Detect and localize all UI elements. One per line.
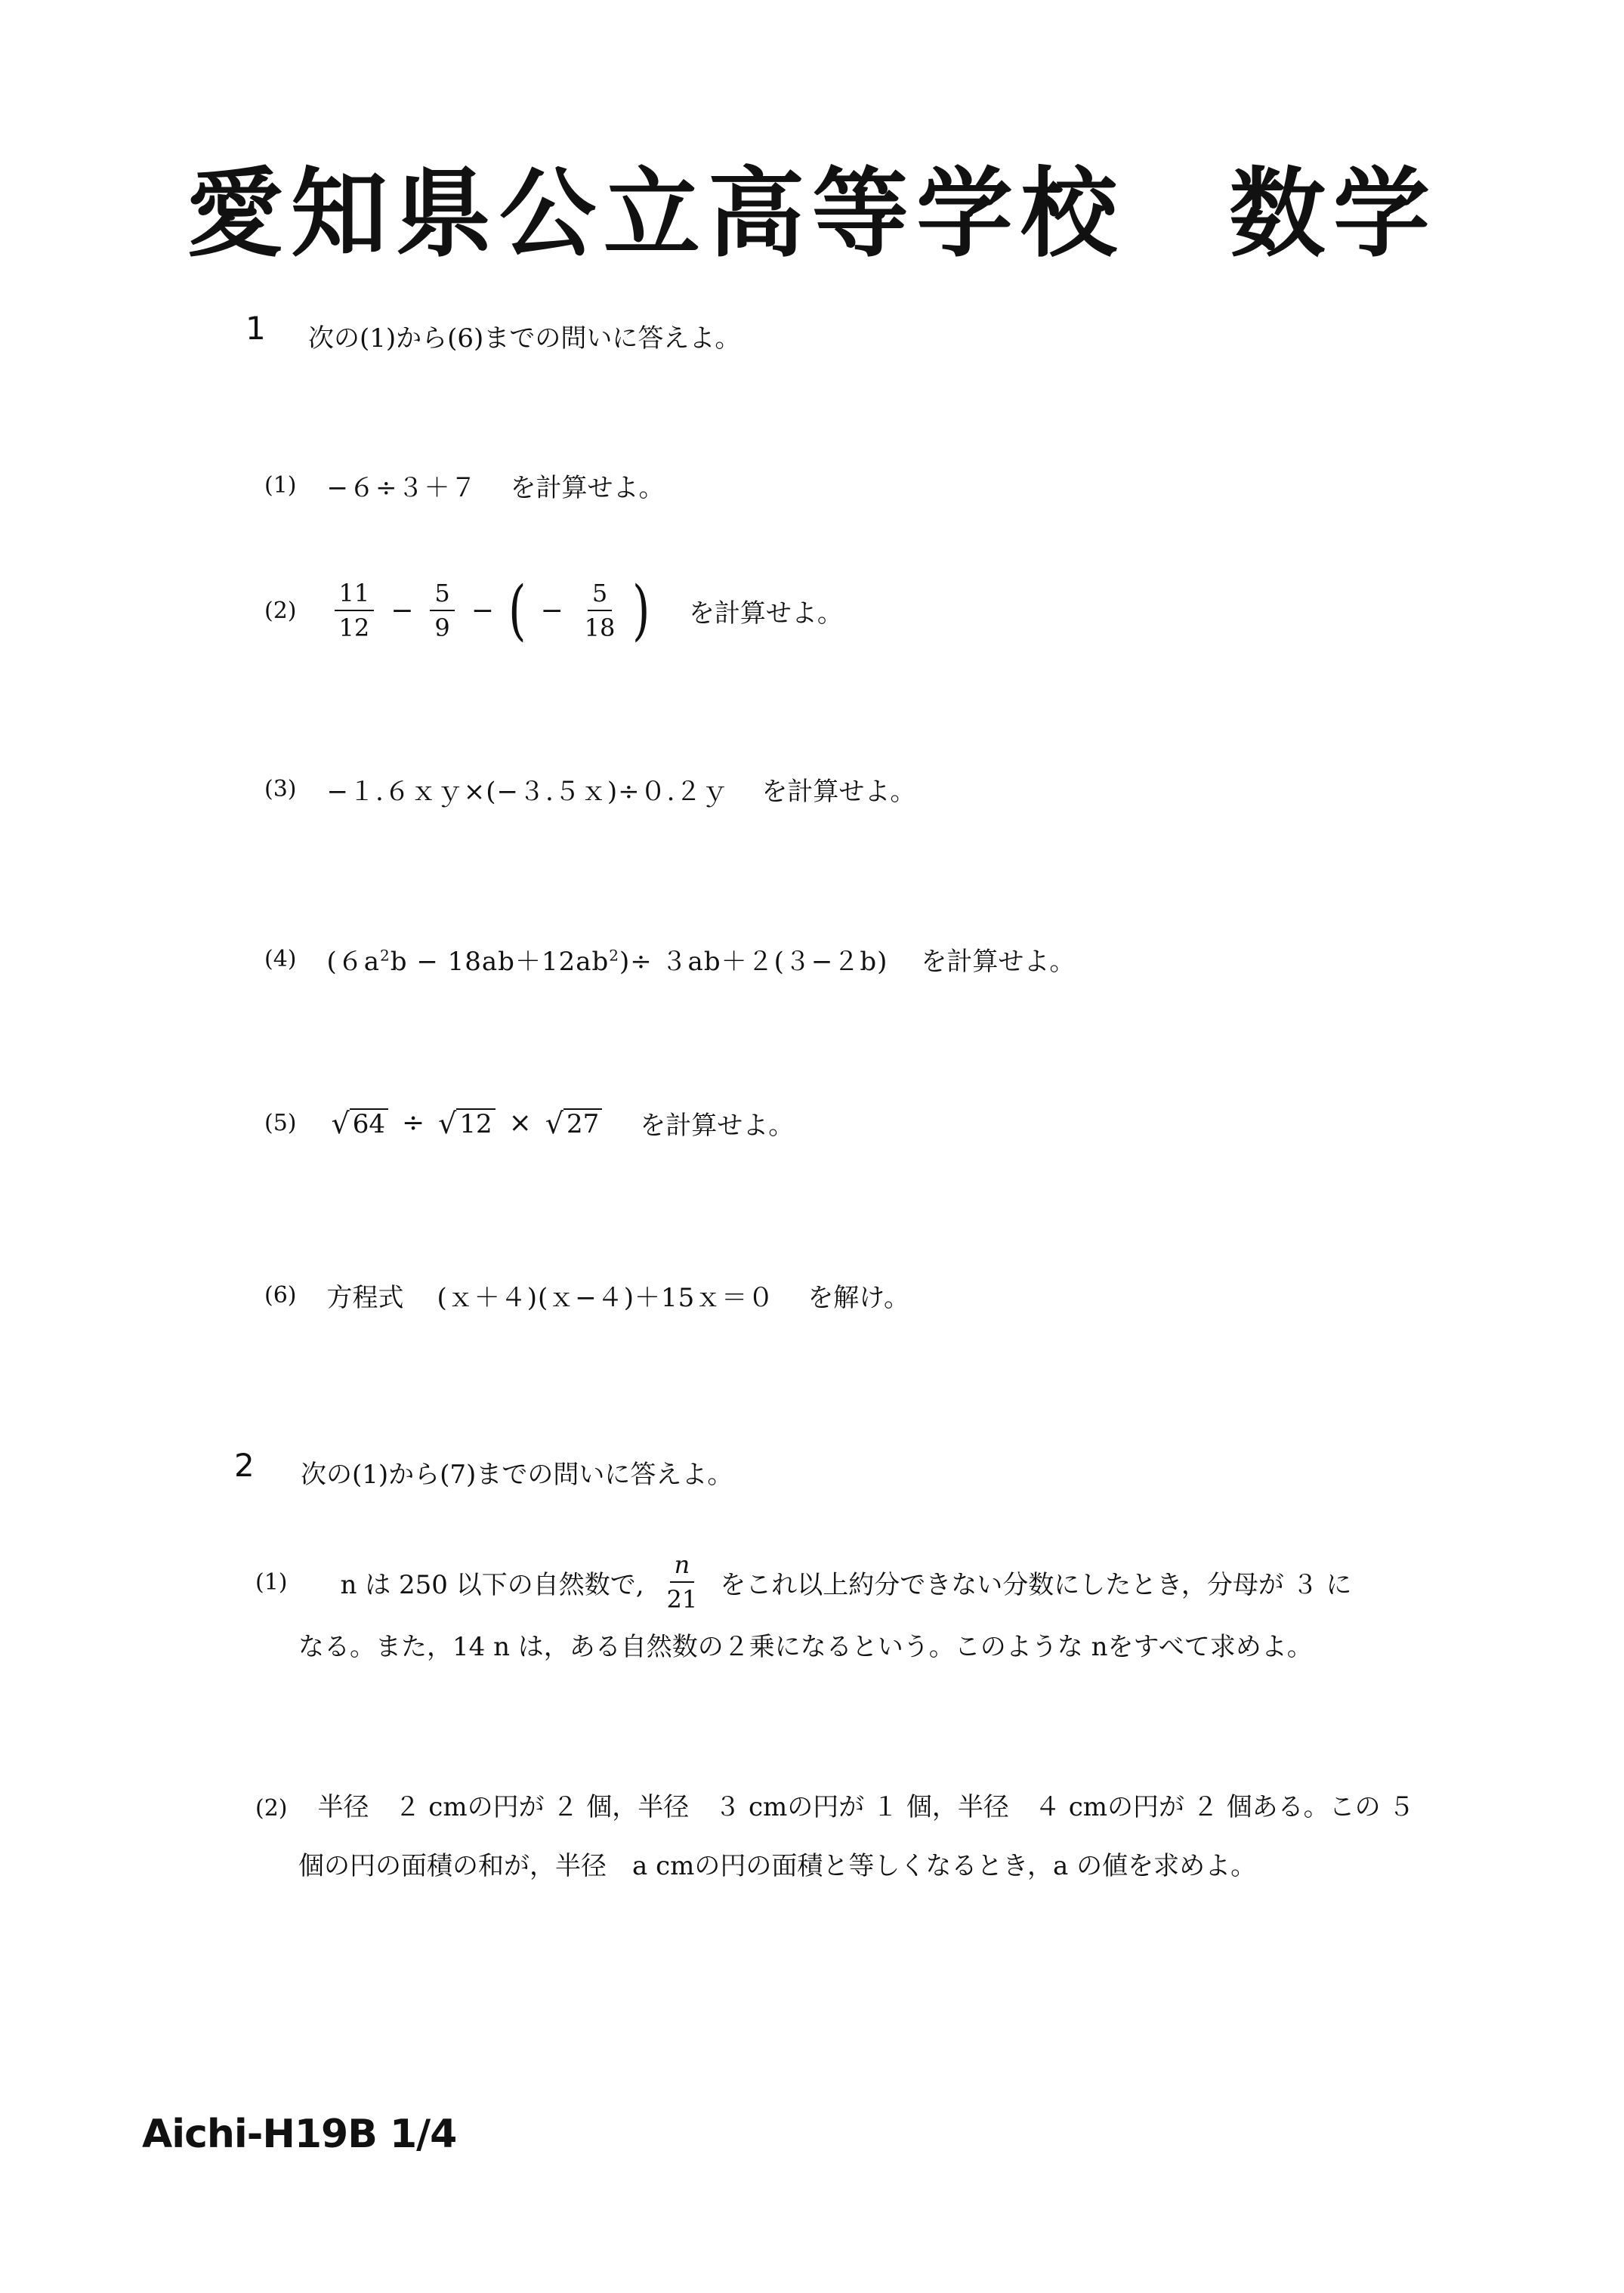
question-number: (3) [264,776,297,802]
expression-part: )÷ ３ab＋２(３−２b) [619,947,888,977]
question-instruction: を計算せよ。 [688,598,843,629]
numerator: 5 [588,581,612,611]
s1-question-3 [264,771,915,808]
expression-part: b − 18ab＋12ab [390,947,610,977]
exponent: 2 [609,946,619,965]
exponent: 2 [380,946,391,965]
question-number: (1) [264,472,297,499]
fraction [580,581,620,640]
right-paren: ) [632,573,650,648]
radicand: 27 [563,1108,602,1139]
s1-question-4 [264,941,1075,978]
section-1-intro: 次の(1)から(6)までの問いに答えよ。 [308,323,741,354]
s2-question-1-line-1 [255,1550,1352,1614]
question-expression: −１.６ｘｙ×(−３.５ｘ)÷０.２ｙ [326,777,729,807]
minus-sign: − [471,595,494,626]
question-text: をこれ以上約分できない分数にしたとき，分母が ３ に [720,1569,1352,1600]
question-instruction: を計算せよ。 [510,473,665,503]
square-root: √ 12 [438,1108,495,1139]
s2-question-1-line-2: なる。また，14 n は，ある自然数の２乗になるという。このような nをすべて求めよ。 [298,1632,1313,1662]
numerator: 11 [335,581,375,611]
question-expression [327,941,888,978]
radicand: 64 [350,1108,388,1139]
question-number: (2) [264,597,297,624]
question-number: (4) [264,946,297,972]
question-text: n は 250 以下の自然数で, [340,1569,644,1600]
section-1-number: 1 [245,310,266,347]
question-expression: −６÷３＋７ [326,473,477,503]
s2-question-2-line-1 [255,1785,1414,1831]
minus-sign: − [540,595,563,626]
divide-sign: ÷ [401,1108,425,1139]
page-footer: Aichi-H19B 1/4 [142,2112,457,2157]
denominator: 21 [666,1585,698,1614]
question-number: (2) [255,1795,288,1822]
fraction [335,581,375,640]
fraction [430,581,454,640]
question-instruction: を計算せよ。 [761,777,916,807]
question-text: 半径 ２ cmの円が ２ 個，半径 ３ cmの円が １ 個，半径 ４ cmの円が ２ 個ある。この ５ [317,1792,1415,1822]
s1-question-6 [264,1277,909,1314]
denominator: 12 [338,613,370,642]
numerator: 5 [430,581,454,611]
s2-question-2-line-2: 個の円の面積の和が，半径 a cmの円の面積と等しくなるとき，a の値を求めよ。 [298,1851,1257,1881]
fraction [662,1550,702,1614]
page-title: 愛知県公立高等学校 数学 [186,157,1437,270]
square-root: √ 64 [332,1108,388,1139]
section-2-number: 2 [234,1447,255,1484]
denominator: 9 [434,613,450,642]
square-root: √ 27 [545,1108,602,1139]
minus-sign: − [391,595,414,626]
section-2-intro: 次の(1)から(7)までの問いに答えよ。 [301,1460,733,1490]
s1-question-2 [264,573,843,648]
s1-question-1 [264,467,664,504]
denominator: 18 [584,613,616,642]
question-expression: (ｘ＋４)(ｘ−４)＋15ｘ＝０ [437,1283,775,1313]
s1-question-5 [264,1105,794,1142]
times-sign: × [508,1108,532,1139]
question-number: (6) [264,1282,297,1309]
expression-part: (６a [326,947,381,977]
left-paren: ( [508,573,526,648]
radicand: 12 [456,1108,495,1139]
question-instruction: を解け。 [807,1283,909,1313]
question-number: (5) [264,1110,297,1136]
question-instruction: を計算せよ。 [640,1111,795,1141]
question-instruction: を計算せよ。 [921,947,1076,977]
question-label: 方程式 [326,1283,404,1313]
question-number: (1) [255,1568,288,1596]
numerator: n [670,1553,695,1583]
